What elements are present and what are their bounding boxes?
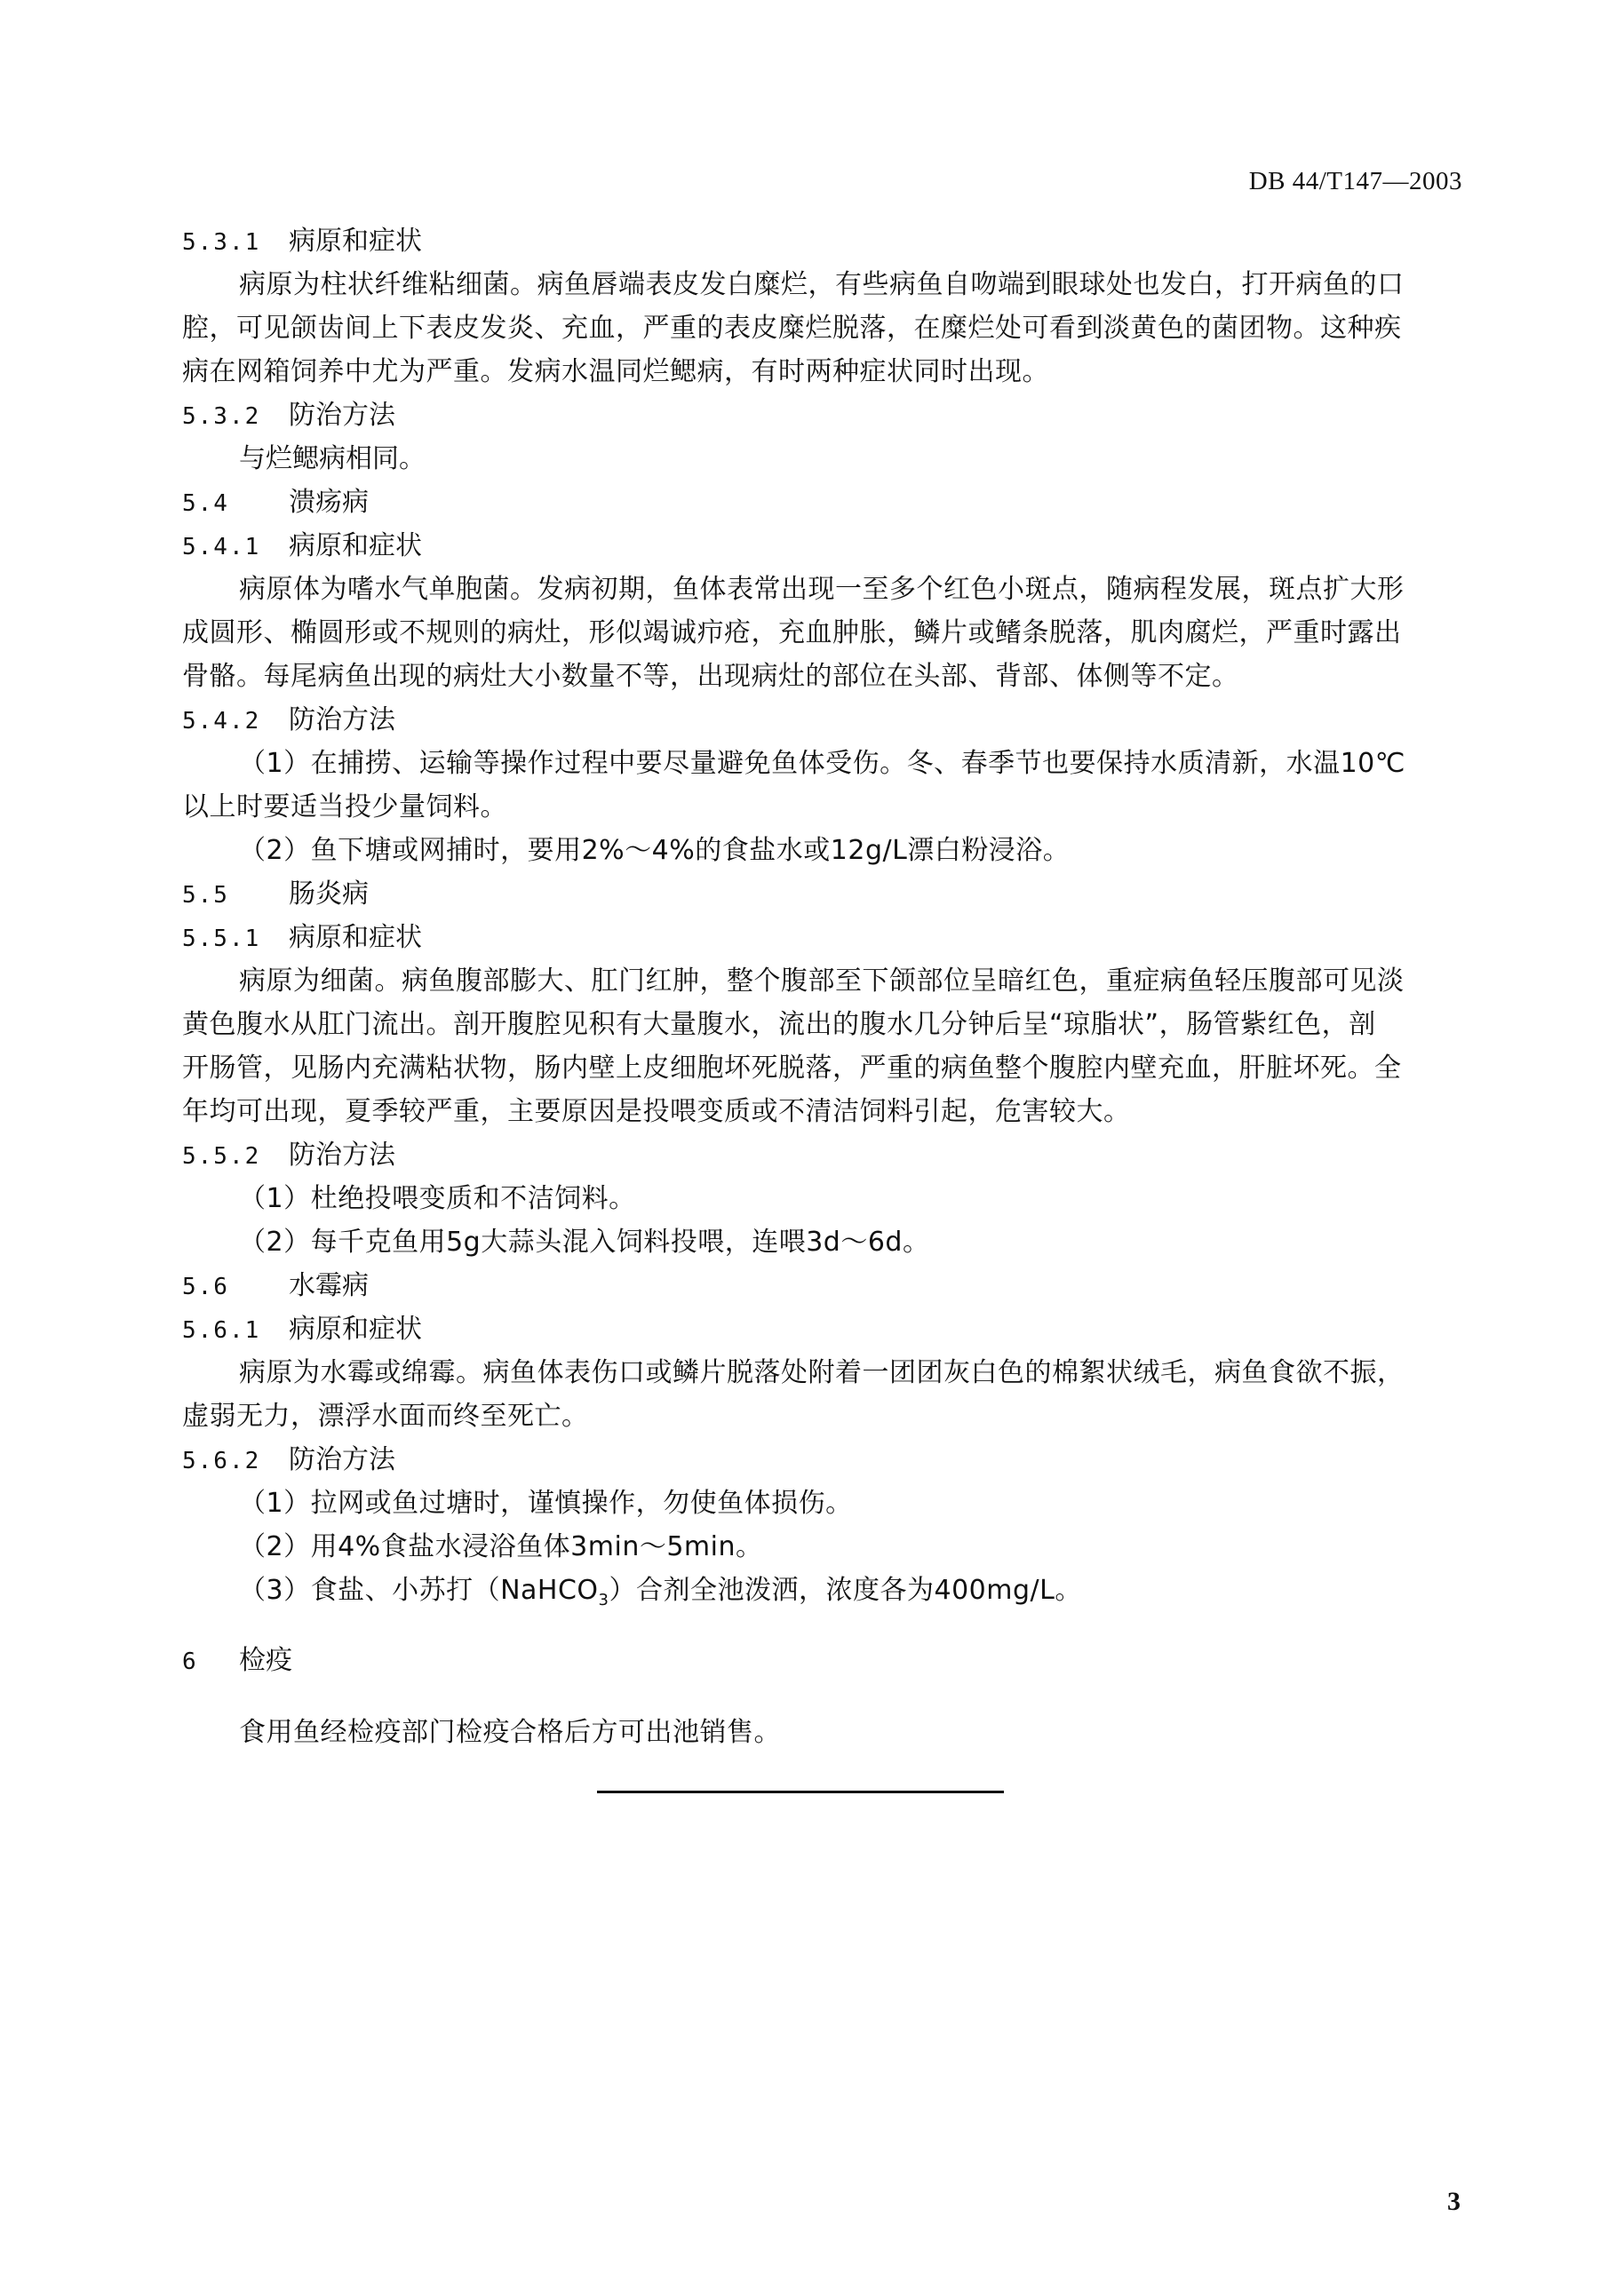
heading-title: 肠炎病 [289, 878, 369, 910]
paragraph-line: 病原为水霉或绵霉。病鱼体表伤口或鳞片脱落处附着一团团灰白色的棉絮状绒毛，病鱼食欲不振， [239, 1357, 1405, 1388]
paragraph-line [182, 1569, 1461, 1612]
paragraph-line: 食用鱼经检疫部门检疫合格后方可出池销售。 [239, 1717, 781, 1748]
heading-title: 检疫 [239, 1645, 292, 1676]
formula-subscript: 3 [598, 1591, 609, 1609]
heading-number: 5.3.2 [182, 403, 261, 430]
heading-5-5 [182, 872, 1461, 916]
heading-title: 溃疡病 [289, 487, 369, 518]
formula-text-before: （3）食盐、小苏打（NaHCO [239, 1575, 599, 1606]
paragraph-line: 腔，可见颌齿间上下表皮发炎、充血，严重的表皮糜烂脱落，在糜烂处可看到淡黄色的菌团物。这种疾 [182, 313, 1402, 344]
paragraph-line: （2）每千克鱼用5g大蒜头混入饲料投喂，连喂3d～6d。 [239, 1227, 930, 1258]
heading-5-6-2 [182, 1438, 1461, 1482]
heading-number: 5.4 [182, 490, 229, 517]
heading-5-5-1 [182, 916, 1461, 959]
paragraph [182, 263, 1461, 393]
paragraph-line: 病在网箱饲养中尤为严重。发病水温同烂鳃病，有时两种症状同时出现。 [182, 356, 1049, 387]
paragraph-line: （1）拉网或鱼过塘时，谨慎操作，勿使鱼体损伤。 [239, 1488, 853, 1519]
paragraph-line: 骨骼。每尾病鱼出现的病灶大小数量不等，出现病灶的部位在头部、背部、体侧等不定。 [182, 661, 1239, 692]
end-rule [597, 1791, 1004, 1793]
paragraph-line: 年均可出现，夏季较严重，主要原因是投喂变质或不清洁饲料引起，危害较大。 [182, 1096, 1131, 1127]
heading-number: 5.6.1 [182, 1317, 261, 1344]
heading-number: 5.6.2 [182, 1448, 261, 1474]
heading-6 [182, 1639, 1461, 1684]
paragraph-line: （1）在捕捞、运输等操作过程中要尽量避免鱼体受伤。冬、春季节也要保持水质清新，水温10℃ [239, 748, 1405, 779]
heading-5-4 [182, 481, 1461, 524]
formula-text-after: ）合剂全池泼洒，浓度各为400mg/L。 [609, 1575, 1082, 1606]
heading-number: 5.5 [182, 882, 229, 909]
heading-title: 病原和症状 [289, 1314, 422, 1345]
heading-5-3-2 [182, 393, 1461, 437]
page-number: 3 [1447, 2187, 1461, 2216]
heading-title: 防治方法 [289, 704, 395, 735]
paragraph-line: 以上时要适当投少量饲料。 [182, 791, 507, 822]
heading-number: 5.6 [182, 1274, 229, 1300]
paragraph-line: 与烂鳃病相同。 [239, 443, 426, 474]
heading-title: 病原和症状 [289, 922, 422, 953]
paragraph-line: 开肠管，见肠内充满粘状物，肠内壁上皮细胞坏死脱落，严重的病鱼整个腹腔内壁充血，肝脏坏死。全 [182, 1053, 1402, 1084]
paragraph [182, 959, 1461, 1133]
paragraph [182, 568, 1461, 698]
heading-number: 5.4.1 [182, 534, 261, 560]
heading-title: 病原和症状 [289, 226, 422, 257]
paragraph-line: （2）用4%食盐水浸浴鱼体3min～5min。 [239, 1531, 763, 1562]
heading-title: 防治方法 [289, 1444, 395, 1475]
paragraph-line: （2）鱼下塘或网捕时，要用2%～4%的食盐水或12g/L漂白粉浸浴。 [239, 835, 1071, 866]
paragraph [182, 1351, 1461, 1438]
paragraph [182, 742, 1461, 829]
heading-number: 5.5.1 [182, 926, 261, 952]
paragraph-line: 病原为细菌。病鱼腹部膨大、肛门红肿，整个腹部至下颌部位呈暗红色，重症病鱼轻压腹部可见淡 [239, 965, 1405, 997]
paragraph-line: 病原体为嗜水气单胞菌。发病初期，鱼体表常出现一至多个红色小斑点，随病程发展，斑点扩大形 [239, 574, 1405, 605]
paragraph-line: 黄色腹水从肛门流出。剖开腹腔见积有大量腹水，流出的腹水几分钟后呈“琼脂状”，肠管紫红色，剖 [182, 1009, 1376, 1040]
paragraph-line: （1）杜绝投喂变质和不洁饲料。 [239, 1183, 636, 1214]
paragraph-line: 虚弱无力，漂浮水面而终至死亡。 [182, 1401, 589, 1432]
paragraph-line: 成圆形、椭圆形或不规则的病灶，形似竭诚疖疮，充血肿胀，鳞片或鳍条脱落，肌肉腐烂，严重时露出 [182, 617, 1402, 648]
heading-5-4-2 [182, 698, 1461, 742]
document-body [182, 219, 1461, 1754]
heading-number: 5.5.2 [182, 1143, 261, 1170]
heading-5-6 [182, 1264, 1461, 1307]
paragraph-line: 病原为柱状纤维粘细菌。病鱼唇端表皮发白糜烂，有些病鱼自吻端到眼球处也发白，打开病鱼的口 [239, 269, 1405, 300]
heading-title: 防治方法 [289, 400, 395, 431]
heading-title: 水霉病 [289, 1270, 369, 1301]
heading-number: 5.4.2 [182, 708, 261, 735]
heading-number: 6 [182, 1649, 198, 1675]
heading-5-3-1 [182, 219, 1461, 263]
heading-5-5-2 [182, 1133, 1461, 1177]
standard-code: DB 44/T147—2003 [1248, 167, 1462, 195]
heading-title: 病原和症状 [289, 530, 422, 561]
heading-number: 5.3.1 [182, 229, 261, 256]
heading-5-4-1 [182, 524, 1461, 568]
heading-5-6-1 [182, 1307, 1461, 1351]
heading-title: 防治方法 [289, 1140, 395, 1171]
